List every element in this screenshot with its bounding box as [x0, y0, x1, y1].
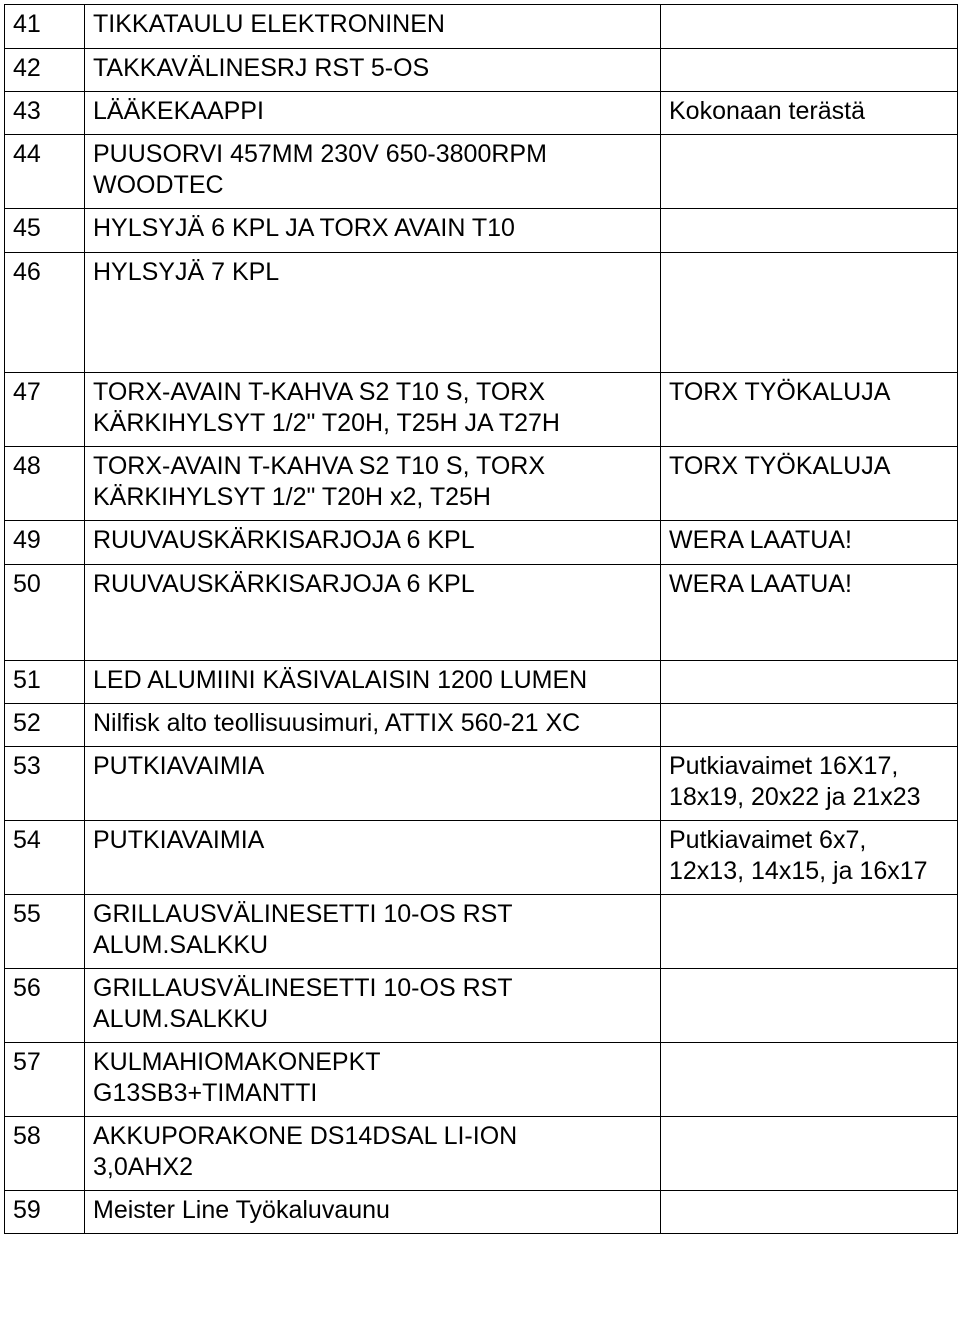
- table-row: [5, 373, 958, 447]
- item-name-cell: KULMAHIOMAKONEPKT G13SB3+TIMANTTI: [85, 1043, 661, 1117]
- item-note-cell: [661, 5, 958, 49]
- item-name-cell: HYLSYJÄ 7 KPL: [85, 253, 661, 373]
- item-note-cell: Putkiavaimet 6x7, 12x13, 14x15, ja 16x17: [661, 821, 958, 895]
- table-row: [5, 1191, 958, 1234]
- table-row: [5, 447, 958, 521]
- item-name-cell: TIKKATAULU ELEKTRONINEN: [85, 5, 661, 49]
- item-note-cell: WERA LAATUA!: [661, 565, 958, 661]
- table-row: [5, 821, 958, 895]
- item-name-cell: GRILLAUSVÄLINESETTI 10-OS RST ALUM.SALKKU: [85, 969, 661, 1043]
- item-number-cell: 49: [5, 521, 85, 565]
- items-table-body: [5, 5, 958, 1234]
- table-row: [5, 209, 958, 253]
- items-table: [4, 4, 958, 1234]
- item-name-cell: PUUSORVI 457MM 230V 650-3800RPM WOODTEC: [85, 135, 661, 209]
- item-number-cell: 48: [5, 447, 85, 521]
- item-note-cell: [661, 661, 958, 704]
- item-note-cell: [661, 704, 958, 747]
- item-number-cell: 47: [5, 373, 85, 447]
- item-name-cell: LED ALUMIINI KÄSIVALAISIN 1200 LUMEN: [85, 661, 661, 704]
- item-note-cell: Kokonaan terästä: [661, 92, 958, 135]
- table-row: [5, 92, 958, 135]
- item-name-cell: RUUVAUSKÄRKISARJOJA 6 KPL: [85, 565, 661, 661]
- item-note-cell: [661, 135, 958, 209]
- item-note-cell: [661, 253, 958, 373]
- table-row: [5, 704, 958, 747]
- item-number-cell: 42: [5, 49, 85, 92]
- item-number-cell: 53: [5, 747, 85, 821]
- item-name-cell: TAKKAVÄLINESRJ RST 5-OS: [85, 49, 661, 92]
- table-row: [5, 661, 958, 704]
- table-row: [5, 49, 958, 92]
- table-row: [5, 895, 958, 969]
- item-number-cell: 44: [5, 135, 85, 209]
- table-row: [5, 1117, 958, 1191]
- item-number-cell: 46: [5, 253, 85, 373]
- item-name-cell: HYLSYJÄ 6 KPL JA TORX AVAIN T10: [85, 209, 661, 253]
- item-number-cell: 43: [5, 92, 85, 135]
- table-row: [5, 1043, 958, 1117]
- item-name-cell: PUTKIAVAIMIA: [85, 821, 661, 895]
- item-name-cell: Meister Line Työkaluvaunu: [85, 1191, 661, 1234]
- item-note-cell: [661, 1191, 958, 1234]
- item-name-cell: Nilfisk alto teollisuusimuri, ATTIX 560-21 XC: [85, 704, 661, 747]
- item-note-cell: [661, 969, 958, 1043]
- item-number-cell: 55: [5, 895, 85, 969]
- item-note-cell: TORX TYÖKALUJA: [661, 447, 958, 521]
- item-number-cell: 51: [5, 661, 85, 704]
- item-number-cell: 58: [5, 1117, 85, 1191]
- item-number-cell: 54: [5, 821, 85, 895]
- item-note-cell: Putkiavaimet 16X17, 18x19, 20x22 ja 21x23: [661, 747, 958, 821]
- table-row: [5, 253, 958, 373]
- item-name-cell: TORX-AVAIN T-KAHVA S2 T10 S, TORX KÄRKIHYLSYT 1/2" T20H, T25H JA T27H: [85, 373, 661, 447]
- item-number-cell: 50: [5, 565, 85, 661]
- item-note-cell: [661, 209, 958, 253]
- item-note-cell: TORX TYÖKALUJA: [661, 373, 958, 447]
- item-number-cell: 41: [5, 5, 85, 49]
- item-number-cell: 52: [5, 704, 85, 747]
- item-number-cell: 45: [5, 209, 85, 253]
- table-row: [5, 135, 958, 209]
- table-row: [5, 747, 958, 821]
- item-number-cell: 59: [5, 1191, 85, 1234]
- item-note-cell: [661, 895, 958, 969]
- item-name-cell: LÄÄKEKAAPPI: [85, 92, 661, 135]
- item-name-cell: RUUVAUSKÄRKISARJOJA 6 KPL: [85, 521, 661, 565]
- item-note-cell: [661, 49, 958, 92]
- item-number-cell: 57: [5, 1043, 85, 1117]
- item-note-cell: [661, 1043, 958, 1117]
- table-row: [5, 969, 958, 1043]
- table-row: [5, 521, 958, 565]
- table-row: [5, 5, 958, 49]
- item-name-cell: AKKUPORAKONE DS14DSAL LI-ION 3,0AHX2: [85, 1117, 661, 1191]
- item-name-cell: TORX-AVAIN T-KAHVA S2 T10 S, TORX KÄRKIHYLSYT 1/2" T20H x2, T25H: [85, 447, 661, 521]
- item-number-cell: 56: [5, 969, 85, 1043]
- item-name-cell: PUTKIAVAIMIA: [85, 747, 661, 821]
- table-row: [5, 565, 958, 661]
- item-name-cell: GRILLAUSVÄLINESETTI 10-OS RST ALUM.SALKKU: [85, 895, 661, 969]
- item-note-cell: WERA LAATUA!: [661, 521, 958, 565]
- item-note-cell: [661, 1117, 958, 1191]
